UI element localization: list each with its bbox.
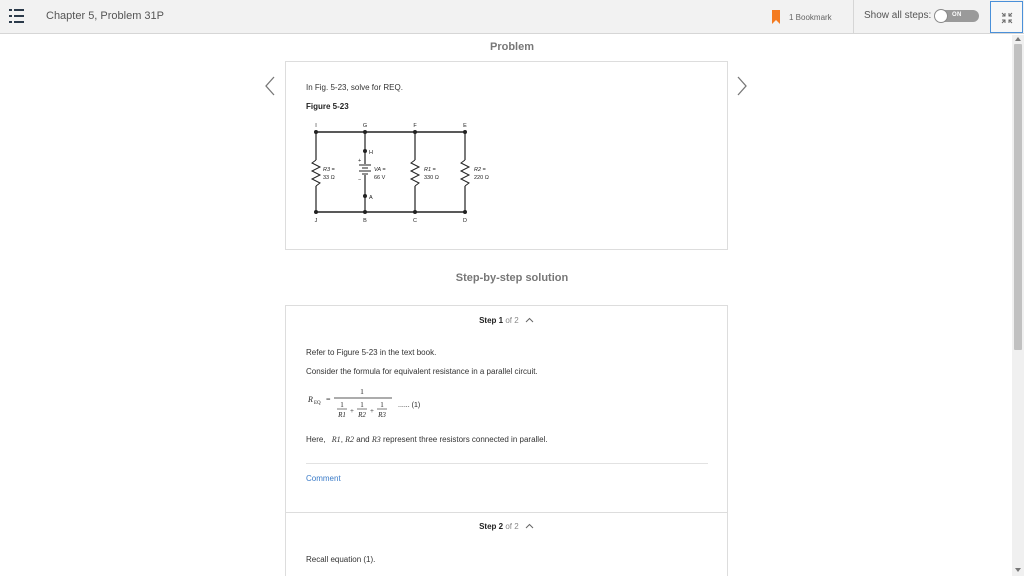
- bookmark-icon: [771, 10, 781, 24]
- formula-term: 1: [380, 401, 384, 409]
- r3-name: R3 =: [323, 167, 335, 173]
- solution-heading: Step-by-step solution: [455, 272, 569, 284]
- formula-term: 1: [340, 401, 344, 409]
- step-1-text-2: Consider the formula for equivalent resistance in a parallel circuit.: [306, 367, 538, 376]
- scroll-thumb[interactable]: [1014, 44, 1022, 350]
- step-1-label: Step 1: [479, 316, 504, 325]
- here-suffix: represent three resistors connected in parallel.: [382, 435, 548, 444]
- comment-link[interactable]: Comment: [306, 474, 341, 483]
- step-1-header[interactable]: [286, 316, 727, 325]
- menu-icon[interactable]: [9, 9, 24, 23]
- r2-value: 220 Ω: [474, 175, 489, 181]
- step-separator: [286, 512, 727, 513]
- formula-plus: +: [350, 407, 354, 415]
- node-label: G: [362, 123, 368, 129]
- problem-heading: Problem: [489, 41, 534, 53]
- scroll-down-icon[interactable]: [1015, 568, 1021, 572]
- step-1-here-line: Here, R1, R2 and R3 represent three resistors connected in parallel.: [306, 435, 548, 444]
- formula-lhs-sub: EQ: [314, 401, 321, 406]
- show-all-steps-toggle[interactable]: [935, 10, 979, 22]
- node-label: E: [463, 123, 467, 129]
- va-name: VA =: [374, 167, 386, 173]
- formula-term: R1: [338, 411, 346, 419]
- node-label: D: [463, 218, 467, 224]
- node-label: H: [369, 150, 373, 156]
- here-and: and: [356, 435, 370, 444]
- formula-term: R3: [378, 411, 386, 419]
- r2-name: R2 =: [474, 167, 486, 173]
- top-bar: [0, 0, 1024, 34]
- node-label: C: [413, 218, 417, 224]
- show-all-steps-label: Show all steps:: [864, 10, 932, 21]
- divider: [853, 0, 854, 34]
- chevron-up-icon[interactable]: [525, 317, 534, 323]
- solution-card: [285, 305, 728, 576]
- scroll-up-icon[interactable]: [1015, 37, 1021, 41]
- step-1-of: of 2: [505, 316, 519, 325]
- bookmark-button[interactable]: [771, 8, 832, 26]
- va-value: 66 V: [374, 175, 386, 181]
- formula-lhs: R: [308, 395, 313, 404]
- formula-term: 1: [360, 401, 364, 409]
- step-2-of: of 2: [505, 522, 519, 531]
- node-label: J: [314, 218, 318, 224]
- formula-tag: ...... (1): [398, 402, 421, 409]
- collapse-icon: [1001, 12, 1013, 24]
- node-label: A: [369, 195, 373, 201]
- r1-name: R1 =: [424, 167, 436, 173]
- battery-minus: −: [358, 177, 362, 183]
- chevron-up-icon[interactable]: [525, 523, 534, 529]
- here-var: R1: [331, 435, 341, 444]
- node-label: B: [363, 218, 367, 224]
- equivalent-resistance-formula: [308, 386, 448, 430]
- node-label: F: [413, 123, 417, 129]
- bookmark-label: 1 Bookmark: [789, 12, 832, 22]
- node-label: I: [315, 123, 317, 129]
- circuit-diagram: [308, 120, 508, 230]
- problem-question: In Fig. 5-23, solve for REQ.: [306, 83, 403, 92]
- battery-plus: +: [358, 158, 362, 164]
- figure-label: Figure 5-23: [306, 102, 349, 111]
- problem-card: [285, 61, 728, 250]
- r3-value: 33 Ω: [323, 175, 335, 181]
- step-1-text-1: Refer to Figure 5-23 in the text book.: [306, 348, 437, 357]
- page-title: Chapter 5, Problem 31P: [46, 10, 165, 22]
- formula-numerator: 1: [360, 387, 364, 396]
- formula-plus: +: [370, 407, 374, 415]
- step-2-label: Step 2: [479, 522, 504, 531]
- collapse-button[interactable]: [990, 1, 1023, 33]
- here-prefix: Here,: [306, 435, 326, 444]
- formula-term: R2: [358, 411, 366, 419]
- here-var: R2: [345, 435, 355, 444]
- divider: [306, 463, 708, 464]
- step-2-header[interactable]: [286, 522, 727, 531]
- next-arrow-icon[interactable]: [735, 75, 749, 97]
- toggle-label: ON: [952, 12, 962, 18]
- r1-value: 330 Ω: [424, 175, 439, 181]
- formula-equals: =: [326, 395, 331, 404]
- here-var: R3: [371, 435, 381, 444]
- toggle-knob: [934, 9, 948, 23]
- step-2-text-1: Recall equation (1).: [306, 555, 376, 564]
- vertical-scrollbar[interactable]: [1012, 35, 1024, 576]
- previous-arrow-icon[interactable]: [263, 75, 277, 97]
